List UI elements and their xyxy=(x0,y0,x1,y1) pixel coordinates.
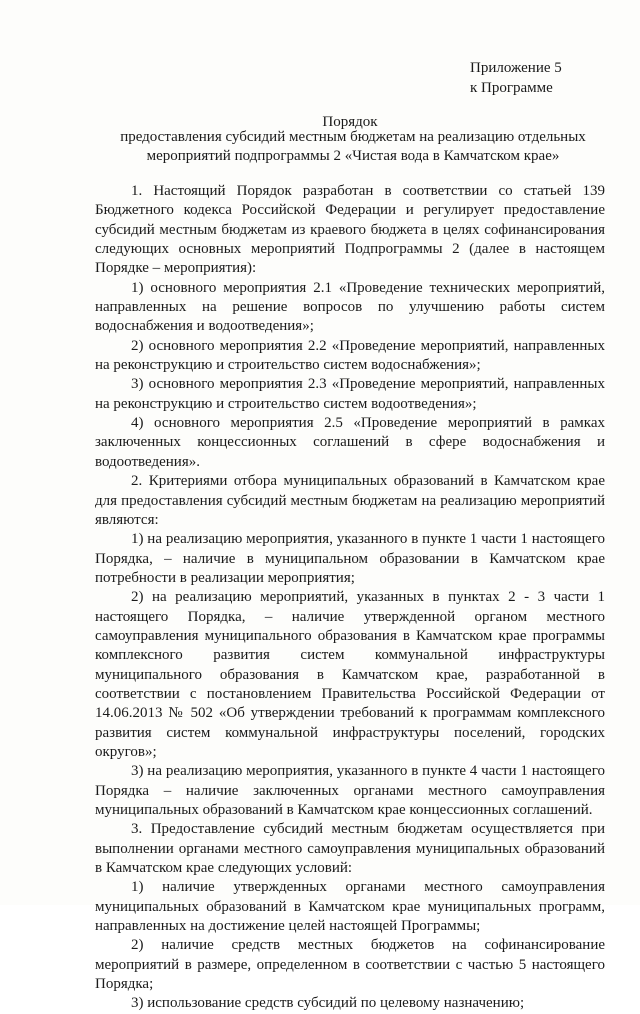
paragraph-3-item-1: 1) наличие утвержденных органами местного самоуправления муниципальных образований в Камчатском крае муниципальных программ, направленных на достижение целей настоящей Программы; xyxy=(95,879,605,935)
paragraph-2-item-3: 3) на реализацию мероприятия, указанного в пункте 4 части 1 настоящего Порядка – наличие заключенных органами местного самоуправления муниципальных образований в Камчатском крае концессионных соглашений. xyxy=(95,763,605,818)
paragraph-1-item-4: 4) основного мероприятия 2.5 «Проведение мероприятий в рамках заключенных концессионных соглашений в сфере водоснабжения и водоотведения». xyxy=(95,415,605,470)
paragraph-2: 2. Критериями отбора муниципальных образований в Камчатском крае для предоставления субсидий местным бюджетам на реализацию мероприятий являются: xyxy=(95,473,605,528)
paragraph-3: 3. Предоставление субсидий местным бюджетам осуществляется при выполнении органами местного самоуправления муниципальных образований в Камчатском крае следующих условий: xyxy=(95,821,605,877)
appendix-reference: к Программе xyxy=(470,80,553,96)
document-title: Порядок xyxy=(322,114,378,130)
appendix-number: Приложение 5 xyxy=(470,60,562,76)
paragraph-2-item-1: 1) на реализацию мероприятия, указанного в пункте 1 части 1 настоящего Порядка, – наличие в муниципальном образовании в Камчатском крае потребности в реализации мероприятия; xyxy=(95,531,605,586)
document-body xyxy=(95,182,605,1014)
paragraph-3-item-3: 3) использование средств субсидий по целевому назначению; xyxy=(131,995,525,1012)
paragraph-1-item-2: 2) основного мероприятия 2.2 «Проведение мероприятий, направленных на реконструкцию и строительство систем водоснабжения»; xyxy=(95,337,605,374)
paragraph-3-item-2: 2) наличие средств местных бюджетов на софинансирование мероприятий в размере, определенном в соответствии с частью 5 настоящего Порядка; xyxy=(95,937,605,993)
paragraph-1-item-1: 1) основного мероприятия 2.1 «Проведение технических мероприятий, направленных на решение вопросов по улучшению работы систем водоснабжения и водоотведения»; xyxy=(95,279,605,335)
document-subtitle: предоставления субсидий местным бюджетам на реализацию отдельных мероприятий подпрограммы 2 «Чистая вода в Камчатском крае» xyxy=(120,129,586,164)
paragraph-1: 1. Настоящий Порядок разработан в соответствии со статьей 139 Бюджетного кодекса Российской Федерации и регулирует предоставление субсидий местным бюджетам из краевого бюджета в целях софинансирования следующих основных мероприятий Подпрограммы 2 (далее в настоящем Порядке – мероприятия): xyxy=(95,183,605,277)
paragraph-1-item-3: 3) основного мероприятия 2.3 «Проведение мероприятий, направленных на реконструкцию и строительство систем водоотведения»; xyxy=(95,376,605,412)
appendix-label xyxy=(470,58,562,98)
paragraph-2-item-2: 2) на реализацию мероприятий, указанных в пунктах 2 - 3 части 1 настоящего Порядка, – наличие утвержденной органом местного самоуправления муниципального образования в Камчатском крае программы комплексного развития систем коммунальной инфраструктуры муниципального образования в Камчатском крае, разработанной в соответствии с постановлением Правительства Российской Федерации от 14.06.2013 № 502 «Об утверждении требований к программам комплексного развития систем коммунальной инфраструктуры поселений, городских округов»; xyxy=(95,589,605,760)
